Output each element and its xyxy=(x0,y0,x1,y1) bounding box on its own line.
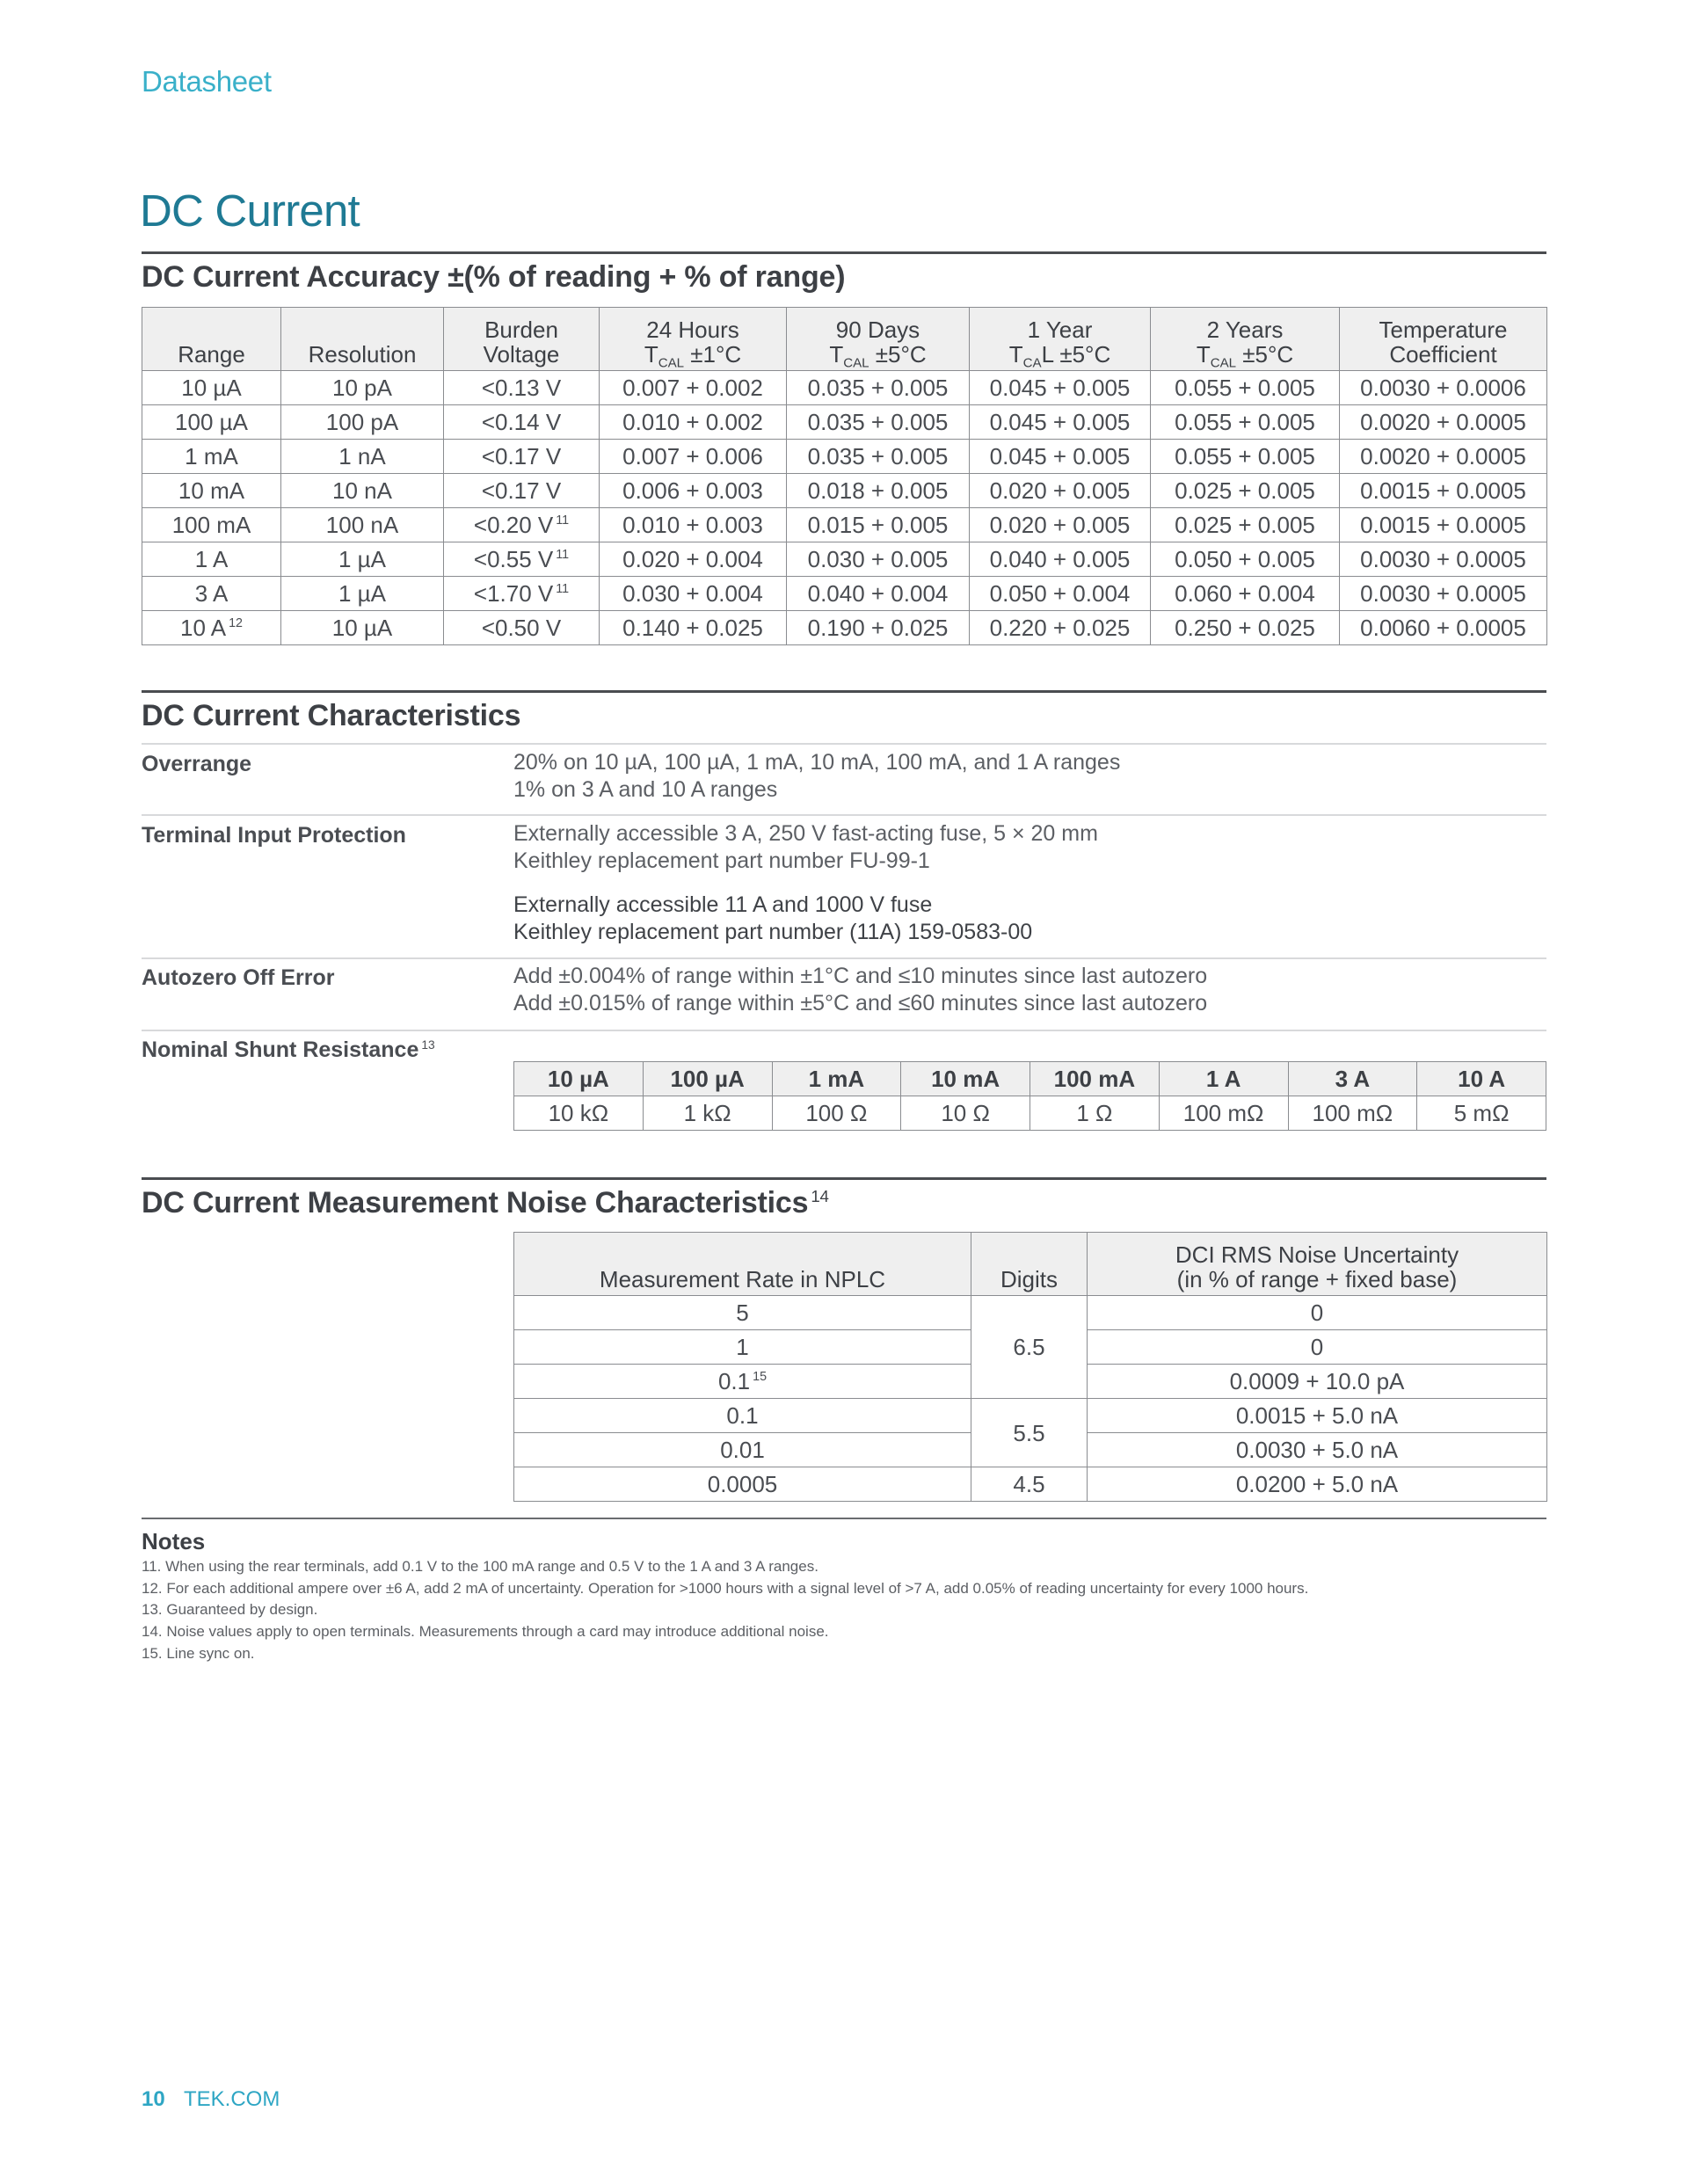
table-header-row xyxy=(142,308,1547,371)
cell-temperature-coefficient: 0.0030 + 0.0005 xyxy=(1340,577,1547,611)
cell-temperature-coefficient: 0.0020 + 0.0005 xyxy=(1340,440,1547,474)
shunt-range-header: 1 mA xyxy=(772,1062,901,1096)
table-row xyxy=(142,371,1547,405)
autozero-off-error-label: Autozero Off Error xyxy=(142,965,335,990)
table-row xyxy=(142,508,1547,542)
cell-temperature-coefficient: 0.0015 + 0.0005 xyxy=(1340,474,1547,508)
cell-range: 100 µA xyxy=(142,405,281,440)
row-divider xyxy=(142,814,1546,816)
cell-24-hours: 0.007 + 0.002 xyxy=(600,371,787,405)
cell-noise-uncertainty: 0.0009 + 10.0 pA xyxy=(1088,1365,1547,1399)
cell-2-years: 0.025 + 0.005 xyxy=(1151,474,1340,508)
cell-burden-voltage: <0.50 V xyxy=(444,611,600,645)
cell-2-years: 0.060 + 0.004 xyxy=(1151,577,1340,611)
cell-1-year: 0.045 + 0.005 xyxy=(970,371,1151,405)
column-header-90-days: 90 Days $T_{CAL} \pm 5^\circ C$ xyxy=(787,308,970,371)
cell-90-days: 0.040 + 0.004 xyxy=(787,577,970,611)
cell-burden-voltage: <0.17 V xyxy=(444,440,600,474)
accuracy-table xyxy=(142,307,1547,645)
cell-resolution: 1 µA xyxy=(281,577,444,611)
section-divider xyxy=(142,1177,1546,1180)
cell-burden-voltage: <0.55 V $^{11}$ xyxy=(444,542,600,577)
cell-nplc: 0.1 $^{15}$ xyxy=(514,1365,971,1399)
shunt-resistance-value: 10 kΩ xyxy=(514,1096,644,1131)
cell-nplc: 0.01 xyxy=(514,1433,971,1467)
cell-nplc: 1 xyxy=(514,1330,971,1365)
cell-range: 1 mA xyxy=(142,440,281,474)
cell-digits: 5.5 xyxy=(971,1399,1088,1467)
cell-1-year: 0.045 + 0.005 xyxy=(970,440,1151,474)
shunt-resistance-table xyxy=(513,1061,1546,1131)
characteristics-heading: DC Current Characteristics xyxy=(142,699,521,732)
table-header-row xyxy=(514,1233,1547,1296)
table-header-row xyxy=(514,1062,1546,1096)
noise-table xyxy=(513,1232,1547,1502)
cell-90-days: 0.035 + 0.005 xyxy=(787,440,970,474)
nominal-shunt-resistance-label: Nominal Shunt Resistance $^{13}$ xyxy=(142,1037,435,1062)
cell-1-year: 0.045 + 0.005 xyxy=(970,405,1151,440)
overrange-value: 20% on 10 µA, 100 µA, 1 mA, 10 mA, 100 mA, and 1 A ranges 1% on 3 A and 10 A ranges xyxy=(513,750,1121,802)
cell-24-hours: 0.010 + 0.002 xyxy=(600,405,787,440)
cell-90-days: 0.015 + 0.005 xyxy=(787,508,970,542)
cell-24-hours: 0.007 + 0.006 xyxy=(600,440,787,474)
table-row xyxy=(142,405,1547,440)
cell-90-days: 0.018 + 0.005 xyxy=(787,474,970,508)
cell-1-year: 0.040 + 0.005 xyxy=(970,542,1151,577)
cell-temperature-coefficient: 0.0020 + 0.0005 xyxy=(1340,405,1547,440)
table-row xyxy=(514,1296,1547,1330)
cell-resolution: 100 nA xyxy=(281,508,444,542)
page-title: DC Current xyxy=(140,186,360,236)
cell-temperature-coefficient: 0.0030 + 0.0005 xyxy=(1340,542,1547,577)
cell-range: 3 A xyxy=(142,577,281,611)
cell-2-years: 0.055 + 0.005 xyxy=(1151,440,1340,474)
column-header-resolution: Resolution xyxy=(281,308,444,371)
cell-24-hours: 0.006 + 0.003 xyxy=(600,474,787,508)
footnote-13: 13. Guaranteed by design. xyxy=(142,1601,318,1618)
table-row xyxy=(514,1467,1547,1502)
cell-2-years: 0.025 + 0.005 xyxy=(1151,508,1340,542)
column-header-burden-voltage: Burden Voltage xyxy=(444,308,600,371)
cell-noise-uncertainty: 0.0200 + 5.0 nA xyxy=(1088,1467,1547,1502)
cell-range: 10 µA xyxy=(142,371,281,405)
footnote-14: 14. Noise values apply to open terminals. Measurements through a card may introduce additional noise. xyxy=(142,1623,829,1640)
cell-90-days: 0.035 + 0.005 xyxy=(787,371,970,405)
cell-90-days: 0.035 + 0.005 xyxy=(787,405,970,440)
section-divider xyxy=(142,251,1546,254)
cell-1-year: 0.020 + 0.005 xyxy=(970,474,1151,508)
autozero-off-error-value: Add ±0.004% of range within ±1°C and ≤10 minutes since last autozero Add ±0.015% of range within ±5°C and ≤60 minutes since last autozero xyxy=(513,964,1208,1016)
column-header-2-years: 2 Years $T_{CAL} \pm 5^\circ C$ xyxy=(1151,308,1340,371)
cell-resolution: 10 nA xyxy=(281,474,444,508)
column-header-noise-uncertainty: DCI RMS Noise Uncertainty (in % of range + fixed base) xyxy=(1088,1233,1547,1296)
column-header-nplc: Measurement Rate in NPLC xyxy=(514,1233,971,1296)
cell-resolution: 100 pA xyxy=(281,405,444,440)
shunt-range-header: 1 A xyxy=(1159,1062,1288,1096)
cell-resolution: 10 pA xyxy=(281,371,444,405)
cell-temperature-coefficient: 0.0060 + 0.0005 xyxy=(1340,611,1547,645)
shunt-range-header: 10 µA xyxy=(514,1062,644,1096)
cell-resolution: 1 µA xyxy=(281,542,444,577)
footer-site-link[interactable]: TEK.COM xyxy=(184,2087,280,2111)
cell-range: 10 mA xyxy=(142,474,281,508)
shunt-resistance-value: 5 mΩ xyxy=(1417,1096,1546,1131)
column-header-range: Range xyxy=(142,308,281,371)
cell-resolution: 10 µA xyxy=(281,611,444,645)
table-row xyxy=(142,577,1547,611)
shunt-range-header: 10 A xyxy=(1417,1062,1546,1096)
cell-burden-voltage: <0.17 V xyxy=(444,474,600,508)
cell-24-hours: 0.030 + 0.004 xyxy=(600,577,787,611)
cell-burden-voltage: <0.13 V xyxy=(444,371,600,405)
column-header-24-hours: 24 Hours $T_{CAL} \pm 1^\circ C$ xyxy=(600,308,787,371)
cell-digits: 6.5 xyxy=(971,1296,1088,1399)
cell-burden-voltage: <1.70 V $^{11}$ xyxy=(444,577,600,611)
cell-noise-uncertainty: 0.0030 + 5.0 nA xyxy=(1088,1433,1547,1467)
terminal-input-protection-value: Externally accessible 3 A, 250 V fast-acting fuse, 5 × 20 mm Keithley replacement part number FU-99-1 Externally accessible 11 A and 1000 V fuse Keithley replacement part number (11A) 159-0583-00 xyxy=(513,821,1098,944)
shunt-resistance-value: 1 Ω xyxy=(1030,1096,1160,1131)
cell-range: 10 A $^{12}$ xyxy=(142,611,281,645)
cell-burden-voltage: <0.20 V $^{11}$ xyxy=(444,508,600,542)
running-title: Datasheet xyxy=(142,65,272,98)
row-divider xyxy=(142,1030,1546,1031)
cell-2-years: 0.050 + 0.005 xyxy=(1151,542,1340,577)
cell-noise-uncertainty: 0 xyxy=(1088,1330,1547,1365)
cell-1-year: 0.020 + 0.005 xyxy=(970,508,1151,542)
table-row xyxy=(142,611,1547,645)
shunt-range-header: 10 mA xyxy=(901,1062,1030,1096)
shunt-resistance-value: 100 Ω xyxy=(772,1096,901,1131)
cell-nplc: 0.1 xyxy=(514,1399,971,1433)
footnote-12: 12. For each additional ampere over ±6 A, add 2 mA of uncertainty. Operation for >1000 hours with a signal level of >7 A, add 0.05% of reading uncertainty for every 1000 hours. xyxy=(142,1580,1309,1597)
cell-24-hours: 0.140 + 0.025 xyxy=(600,611,787,645)
cell-1-year: 0.050 + 0.004 xyxy=(970,577,1151,611)
table-row xyxy=(514,1399,1547,1433)
noise-heading: DC Current Measurement Noise Characteristics $^{14}$ xyxy=(142,1186,829,1219)
cell-2-years: 0.055 + 0.005 xyxy=(1151,371,1340,405)
cell-24-hours: 0.010 + 0.003 xyxy=(600,508,787,542)
cell-burden-voltage: <0.14 V xyxy=(444,405,600,440)
shunt-resistance-value: 100 mΩ xyxy=(1159,1096,1288,1131)
table-row xyxy=(142,474,1547,508)
table-row xyxy=(142,440,1547,474)
cell-digits: 4.5 xyxy=(971,1467,1088,1502)
cell-90-days: 0.190 + 0.025 xyxy=(787,611,970,645)
notes-title: Notes xyxy=(142,1528,206,1554)
shunt-range-header: 3 A xyxy=(1288,1062,1417,1096)
table-row xyxy=(142,542,1547,577)
cell-2-years: 0.055 + 0.005 xyxy=(1151,405,1340,440)
cell-range: 1 A xyxy=(142,542,281,577)
table-row xyxy=(514,1096,1546,1131)
cell-1-year: 0.220 + 0.025 xyxy=(970,611,1151,645)
shunt-resistance-value: 100 mΩ xyxy=(1288,1096,1417,1131)
terminal-input-protection-label: Terminal Input Protection xyxy=(142,823,406,848)
cell-temperature-coefficient: 0.0015 + 0.0005 xyxy=(1340,508,1547,542)
overrange-label: Overrange xyxy=(142,752,252,776)
cell-temperature-coefficient: 0.0030 + 0.0006 xyxy=(1340,371,1547,405)
page-number: 10 xyxy=(142,2087,165,2111)
section-divider xyxy=(142,690,1546,693)
shunt-range-header: 100 µA xyxy=(643,1062,772,1096)
cell-range: 100 mA xyxy=(142,508,281,542)
cell-nplc: 0.0005 xyxy=(514,1467,971,1502)
cell-resolution: 1 nA xyxy=(281,440,444,474)
cell-noise-uncertainty: 0.0015 + 5.0 nA xyxy=(1088,1399,1547,1433)
cell-2-years: 0.250 + 0.025 xyxy=(1151,611,1340,645)
column-header-1-year: 1 Year $T_{CA}L \pm 5^\circ C$ xyxy=(970,308,1151,371)
row-divider xyxy=(142,743,1546,745)
footnote-15: 15. Line sync on. xyxy=(142,1645,255,1662)
footnote-11: 11. When using the rear terminals, add 0.1 V to the 100 mA range and 0.5 V to the 1 A and 3 A ranges. xyxy=(142,1558,819,1575)
cell-24-hours: 0.020 + 0.004 xyxy=(600,542,787,577)
cell-noise-uncertainty: 0 xyxy=(1088,1296,1547,1330)
column-header-temperature-coefficient: Temperature Coefficient xyxy=(1340,308,1547,371)
shunt-resistance-value: 10 Ω xyxy=(901,1096,1030,1131)
shunt-resistance-value: 1 kΩ xyxy=(643,1096,772,1131)
section-divider xyxy=(142,1518,1546,1519)
accuracy-heading: DC Current Accuracy ±(% of reading + % of range) xyxy=(142,260,846,294)
column-header-digits: Digits xyxy=(971,1233,1088,1296)
row-divider xyxy=(142,957,1546,959)
cell-nplc: 5 xyxy=(514,1296,971,1330)
cell-90-days: 0.030 + 0.005 xyxy=(787,542,970,577)
shunt-range-header: 100 mA xyxy=(1030,1062,1160,1096)
